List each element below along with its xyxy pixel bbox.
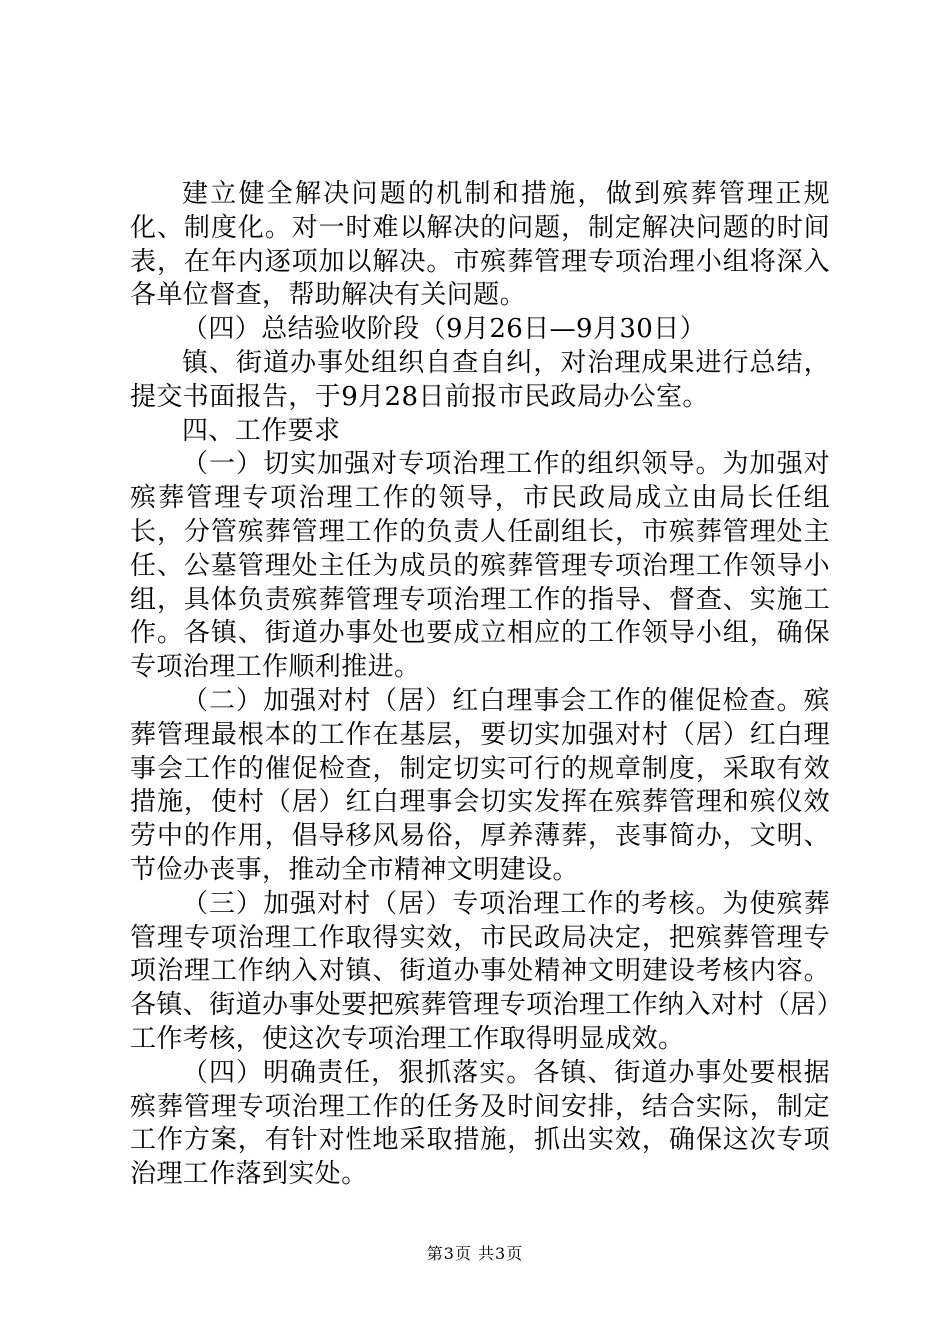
paragraph-requirement-4: （四）明确责任，狠抓落实。各镇、街道办事处要根据殡葬管理专项治理工作的任务及时间安排，结合实际，制定工作方案，有针对性地采取措施，抓出实效，确保这次专项治理工作落到实处。 <box>130 1057 830 1190</box>
paragraph-requirement-1: （一）切实加强对专项治理工作的组织领导。为加强对殡葬管理专项治理工作的领导，市民政局成立由局长任组长，分管殡葬管理工作的负责人任副组长，市殡葬管理处主任、公墓管理处主任为成员的殡葬管理专项治理工作领导小组，具体负责殡葬管理专项治理工作的指导、督查、实施工作。各镇、街道办事处也要成立相应的工作领导小组，确保专项治理工作顺利推进。 <box>130 449 830 683</box>
paragraph-requirement-3: （三）加强对村（居）专项治理工作的考核。为使殡葬管理专项治理工作取得实效，市民政局决定，把殡葬管理专项治理工作纳入对镇、街道办事处精神文明建设考核内容。各镇、街道办事处要把殡葬管理专项治理工作纳入对村（居）工作考核，使这次专项治理工作取得明显成效。 <box>130 888 830 1054</box>
paragraph-requirement-2: （二）加强对村（居）红白理事会工作的催促检查。殡葬管理最根本的工作在基层，要切实加强对村（居）红白理事会工作的催促检查，制定切实可行的规章制度，采取有效措施，使村（居）红白理事会切实发挥在殡葬管理和殡仪效劳中的作用，倡导移风易俗，厚养薄葬，丧事简办，文明、节俭办丧事，推动全市精神文明建设。 <box>130 685 830 885</box>
heading-work-requirements: 四、工作要求 <box>182 415 341 446</box>
paragraph-self-check: 镇、街道办事处组织自查自纠，对治理成果进行总结，提交书面报告，于9月28日前报市民政局办公室。 <box>130 347 830 412</box>
document-body <box>130 178 830 1192</box>
paragraph-mechanism: 建立健全解决问题的机制和措施，做到殡葬管理正规化、制度化。对一时难以解决的问题，制定解决问题的时间表，在年内逐项加以解决。市殡葬管理专项治理小组将深入各单位督查，帮助解决有关问题。 <box>130 179 830 311</box>
heading-summary-stage: （四）总结验收阶段（9月26日—9月30日） <box>182 314 707 345</box>
page-number-footer: 第3页 共3页 <box>426 1244 524 1263</box>
